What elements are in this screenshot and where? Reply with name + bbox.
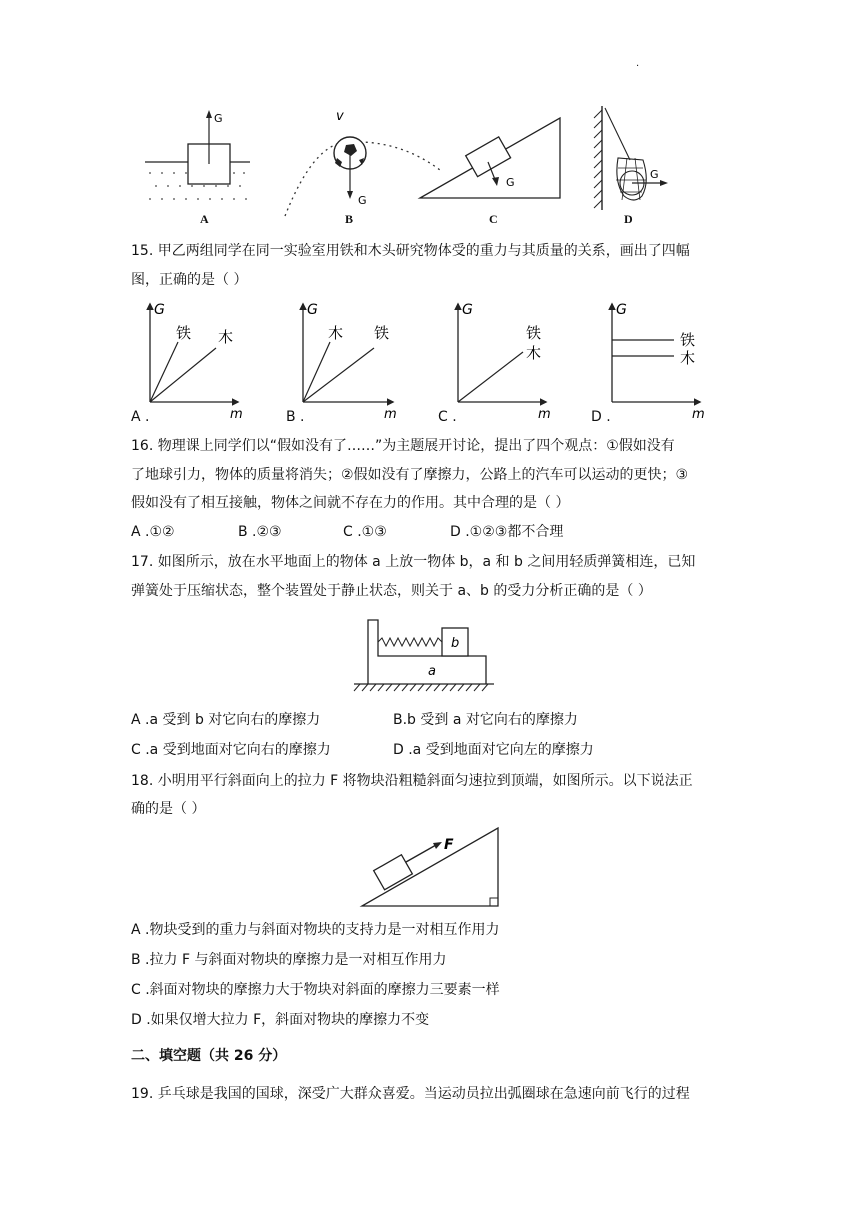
svg-text:G: G — [506, 176, 515, 189]
q18-incline-figure — [356, 824, 506, 910]
q15-graphs — [128, 298, 728, 424]
fig-b-flying-ball — [285, 109, 440, 216]
q16-line3: 假如没有了相互接触，物体之间就不存在力的作用。其中合理的是（ ） — [131, 495, 570, 511]
fig-c-block-on-incline — [420, 118, 560, 198]
svg-text:G: G — [154, 302, 165, 318]
svg-text:G: G — [307, 302, 318, 318]
corner-mark: . — [636, 58, 640, 69]
svg-text:G: G — [650, 168, 659, 181]
graph-c — [458, 302, 551, 422]
q18-option-a[interactable]: A .物块受到的重力与斜面对物块的支持力是一对相互作用力 — [131, 922, 500, 938]
q18-option-d[interactable]: D .如果仅增大拉力 F，斜面对物块的摩擦力不变 — [131, 1012, 430, 1028]
svg-text:F: F — [444, 837, 454, 853]
svg-text:m: m — [538, 407, 551, 422]
svg-text:木: 木 — [680, 349, 696, 367]
q17-option-a[interactable]: A .a 受到 b 对它向右的摩擦力 — [131, 712, 321, 728]
q17-spring-figure — [350, 616, 500, 694]
q15-option-d[interactable]: D . — [591, 409, 611, 425]
svg-text:铁: 铁 — [526, 324, 542, 342]
q17-option-b[interactable]: B.b 受到 a 对它向右的摩擦力 — [393, 712, 578, 728]
q17-line2: 弹簧处于压缩状态，整个装置处于静止状态，则关于 a、b 的受力分析正确的是（ ） — [131, 583, 652, 599]
q17-option-d[interactable]: D .a 受到地面对它向左的摩擦力 — [393, 742, 594, 758]
q15-option-a[interactable]: A . — [131, 409, 150, 425]
q16-option-d[interactable]: D .①②③都不合理 — [450, 524, 564, 540]
svg-text:m: m — [692, 407, 705, 422]
graph-d — [612, 302, 705, 422]
q18-option-c[interactable]: C .斜面对物块的摩擦力大于物块对斜面的摩擦力三要素一样 — [131, 982, 500, 998]
svg-text:木: 木 — [328, 324, 344, 342]
svg-text:b: b — [451, 636, 460, 651]
fig-b-caption: B — [345, 212, 354, 226]
q16-option-a[interactable]: A .①② — [131, 524, 175, 540]
q18-option-b[interactable]: B .拉力 F 与斜面对物块的摩擦力是一对相互作用力 — [131, 952, 447, 968]
svg-text:v: v — [336, 109, 344, 124]
q17-option-c[interactable]: C .a 受到地面对它向右的摩擦力 — [131, 742, 331, 758]
q15-stem-line2: 图，正确的是（ ） — [131, 272, 248, 288]
q15-stem-line1: 15. 甲乙两组同学在同一实验室用铁和木头研究物体受的重力与其质量的关系，画出了四幅 — [131, 243, 690, 259]
svg-text:G: G — [462, 302, 473, 318]
q14-figure-row — [140, 100, 740, 230]
q15-option-b[interactable]: B . — [286, 409, 305, 425]
fig-d-caption: D — [624, 212, 633, 226]
fig-a-caption: A — [200, 212, 209, 226]
svg-text:铁: 铁 — [680, 331, 696, 349]
graph-b — [303, 302, 397, 422]
q16-option-c[interactable]: C .①③ — [343, 524, 387, 540]
graph-a — [150, 302, 243, 422]
svg-text:G: G — [616, 302, 627, 318]
svg-text:G: G — [358, 194, 367, 207]
q16-option-b[interactable]: B .②③ — [238, 524, 282, 540]
section-title-fill-in: 二、填空题（共 26 分） — [131, 1048, 287, 1064]
q16-line2: 了地球引力，物体的质量将消失；②假如没有了摩擦力，公路上的汽车可以运动的更快；③ — [131, 467, 689, 483]
fig-c-caption: C — [489, 212, 498, 226]
svg-text:m: m — [230, 407, 243, 422]
svg-text:木: 木 — [218, 328, 234, 346]
fig-d-ball-in-net-on-wall — [594, 106, 668, 210]
q17-line1: 17. 如图所示，放在水平地面上的物体 a 上放一物体 b，a 和 b 之间用轻质弹簧相连，已知 — [131, 554, 696, 570]
svg-text:铁: 铁 — [176, 324, 192, 342]
q19-line1: 19. 乒乓球是我国的国球，深受广大群众喜爱。当运动员拉出弧圈球在急速向前飞行的过程 — [131, 1086, 690, 1102]
q18-line1: 18. 小明用平行斜面向上的拉力 F 将物块沿粗糙斜面匀速拉到顶端，如图所示。以下说法正 — [131, 773, 693, 789]
svg-text:m: m — [384, 407, 397, 422]
svg-text:铁: 铁 — [374, 324, 390, 342]
fig-a-floating-block — [145, 110, 250, 200]
svg-text:a: a — [428, 664, 436, 679]
q16-line1: 16. 物理课上同学们以“假如没有了……”为主题展开讨论，提出了四个观点：①假如没有 — [131, 438, 675, 454]
svg-text:G: G — [214, 112, 223, 125]
q15-option-c[interactable]: C . — [438, 409, 457, 425]
q18-line2: 确的是（ ） — [131, 801, 206, 817]
svg-text:木: 木 — [526, 344, 542, 362]
